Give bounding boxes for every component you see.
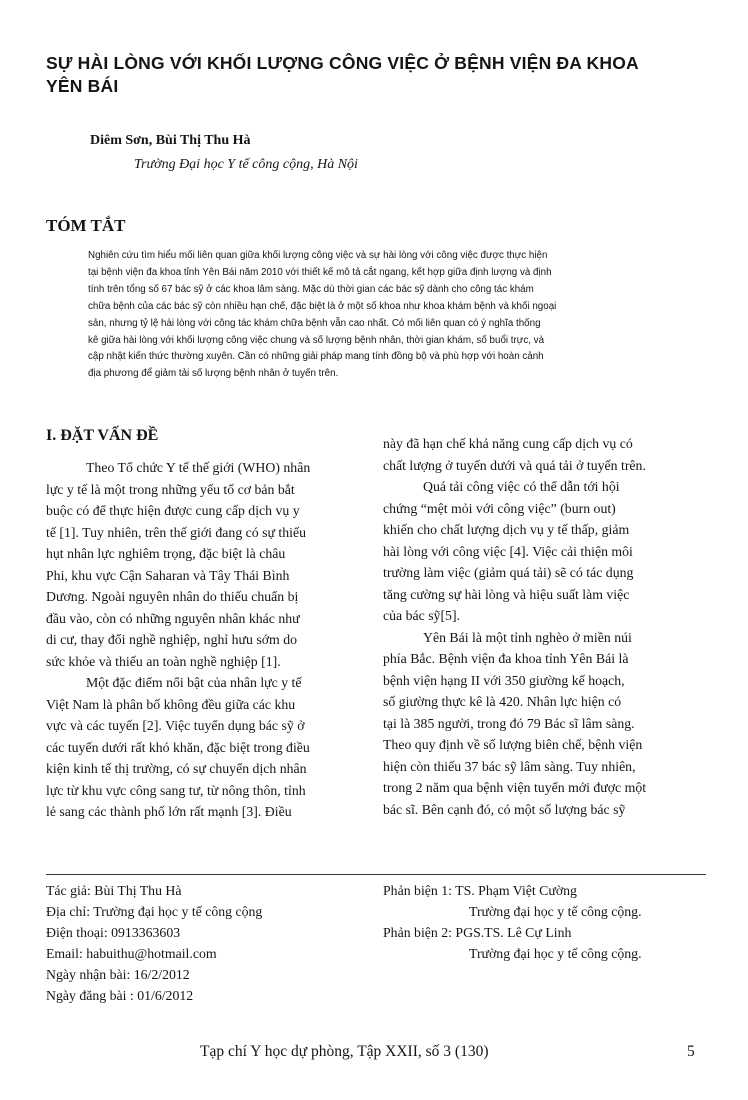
abstract-line: cập nhật kiến thức thường xuyên. Cần có những giải pháp mang tính đồng bộ và phù hợp với hoàn cảnh — [88, 351, 544, 363]
abstract-line: tính trên tổng số 67 bác sỹ ở các khoa lâm sàng. Mặc dù thời gian các bác sỹ dành cho công tác khám — [88, 283, 534, 295]
reviewer-info — [383, 880, 642, 964]
authors: Diêm Sơn, Bùi Thị Thu Hà — [90, 133, 251, 148]
body-line: tại là 385 người, trong đó 79 Bác sĩ lâm sàng. — [383, 715, 635, 731]
body-line: bệnh viện hạng II với 350 giường kế hoạch, — [383, 672, 625, 688]
body-line: Quá tải công việc có thể dẫn tới hội — [423, 479, 620, 494]
title-line: YÊN BÁI — [46, 76, 119, 96]
body-line: lực y tế là một trong những yếu tố cơ bản bắt — [46, 481, 295, 497]
body-line: Theo quy định về số lượng biên chế, bệnh viện — [383, 737, 643, 752]
body-line: sức khỏe và thiếu an toàn nghề nghiệp [1]. — [46, 653, 281, 669]
abstract-line: sản, nhưng tỷ lệ hài lòng với công tác khám chữa bệnh vẫn cao nhất. Có mối liên quan có ý nghĩa thống — [88, 317, 541, 329]
contact-line: Ngày đăng bài : 01/6/2012 — [46, 988, 194, 1003]
reviewer-1-org: Trường đại học y tế công cộng. — [469, 904, 642, 919]
body-line: Một đặc điểm nổi bật của nhân lực y tế — [86, 675, 302, 690]
abstract-body — [88, 248, 700, 383]
body-line: vực và các tuyến [2]. Việc tuyển dụng bác sỹ ở — [46, 718, 305, 733]
body-paragraph — [46, 672, 368, 823]
body-line: hài lòng với công việc [4]. Việc cải thiện môi — [383, 543, 633, 559]
body-line: buộc có để thực hiện được cung cấp dịch vụ y — [46, 503, 300, 518]
abstract-line: tại bệnh viện đa khoa tỉnh Yên Bái năm 2010 với thiết kế mô tả cắt ngang, kết hợp giữa định lượng và định — [88, 266, 552, 278]
running-footer: Tạp chí Y học dự phòng, Tập XXII, số 3 (130) — [200, 1043, 489, 1060]
body-line: phía Bắc. Bệnh viện đa khoa tỉnh Yên Bái là — [383, 651, 629, 666]
body-line: Yên Bái là một tỉnh nghèo ở miền núi — [423, 629, 632, 645]
body-line: tế [1]. Tuy nhiên, trên thế giới đang có sự thiếu — [46, 524, 307, 540]
footnote-divider — [46, 874, 706, 875]
body-line: Theo Tổ chức Y tế thế giới (WHO) nhân — [86, 460, 311, 475]
column-right — [383, 433, 705, 820]
body-line: số giường thực kê là 420. Nhân lực hiện có — [383, 694, 622, 709]
paper-title — [46, 52, 706, 98]
body-line: khiến cho chất lượng dịch vụ y tế thấp, giảm — [383, 522, 630, 537]
body-line: các tuyến dưới rất khó khăn, đặc biệt trong điều — [46, 739, 310, 755]
contact-line: Email: habuithu@hotmail.com — [46, 946, 217, 961]
reviewer-1: Phản biện 1: TS. Phạm Việt Cường — [383, 883, 577, 898]
contact-line: Tác giả: Bùi Thị Thu Hà — [46, 883, 182, 898]
section-heading: I. ĐẶT VẤN ĐỀ — [46, 427, 159, 444]
body-line: hụt nhân lực nghiêm trọng, đặc biệt là châu — [46, 546, 286, 561]
contact-line: Ngày nhận bài: 16/2/2012 — [46, 967, 190, 982]
body-line: kiện kinh tế thị trường, có sự chuyển dịch nhân — [46, 761, 307, 776]
page-number: 5 — [687, 1043, 695, 1060]
reviewer-2: Phản biện 2: PGS.TS. Lê Cự Linh — [383, 925, 572, 940]
abstract-heading: TÓM TẮT — [46, 216, 126, 235]
body-line: trường làm việc (giảm quá tải) sẽ có tác dụng — [383, 565, 634, 580]
body-line: Phi, khu vực Cận Saharan và Tây Thái Bình — [46, 567, 290, 583]
contact-line: Địa chỉ: Trường đại học y tế công cộng — [46, 904, 263, 919]
body-line: lực từ khu vực công sang tư, từ nông thôn, tỉnh — [46, 782, 306, 798]
body-line: chất lượng ở tuyến dưới và quá tải ở tuyến trên. — [383, 457, 646, 473]
body-line: của bác sỹ[5]. — [383, 608, 460, 623]
body-line: bác sĩ. Bên cạnh đó, có một số lượng bác sỹ — [383, 801, 626, 817]
body-line: đầu vào, còn có những nguyên nhân khác như — [46, 610, 300, 626]
abstract-line: kê giữa hài lòng với khối lượng công việc chung và số lượng bệnh nhân, thời gian khám, số buổi trực, và — [88, 334, 545, 346]
body-line: trong 2 năm qua bệnh viện tuyển mới được một — [383, 780, 647, 795]
body-line: di cư, thay đổi nghề nghiệp, nghỉ hưu sớm do — [46, 632, 298, 647]
body-line: Việt Nam là phân bố không đều giữa các khu — [46, 696, 296, 712]
title-line: SỰ HÀI LÒNG VỚI KHỐI LƯỢNG CÔNG VIỆC Ở BỆNH VIỆN ĐA KHOA — [46, 53, 639, 73]
abstract-line: Nghiên cứu tìm hiểu mối liên quan giữa khối lượng công việc và sự hài lòng với công việc được thực hiện — [88, 250, 548, 261]
body-line: tăng cường sự hài lòng và hiệu suất làm việc — [383, 586, 630, 602]
body-paragraph — [46, 457, 368, 672]
column-left — [46, 425, 368, 823]
author-contact-info — [46, 880, 262, 1006]
body-paragraph — [383, 476, 705, 627]
body-line: hiện còn thiếu 37 bác sỹ lâm sàng. Tuy nhiên, — [383, 758, 636, 774]
abstract-line: chữa bệnh của các bác sỹ còn nhiều hạn chế, đặc biệt là ở một số khoa như khoa khám bệnh và khối ngoại — [88, 300, 557, 312]
body-line: chứng “mệt mỏi với công việc” (burn out) — [383, 500, 616, 516]
reviewer-2-org: Trường đại học y tế công cộng. — [469, 946, 642, 961]
body-line: Dương. Ngoài nguyên nhân do thiếu chuẩn bị — [46, 589, 299, 604]
body-line: này đã hạn chế khả năng cung cấp dịch vụ có — [383, 436, 633, 451]
contact-line: Điện thoại: 0913363603 — [46, 925, 181, 940]
body-paragraph — [383, 627, 705, 821]
body-paragraph — [383, 433, 705, 476]
abstract-line: địa phương để giảm tải số lượng bệnh nhân ở tuyến trên. — [88, 368, 339, 380]
body-line: lẻ sang các thành phố lớn rất mạnh [3]. Điều — [46, 804, 292, 819]
affiliation: Trường Đại học Y tế công cộng, Hà Nội — [134, 157, 358, 172]
